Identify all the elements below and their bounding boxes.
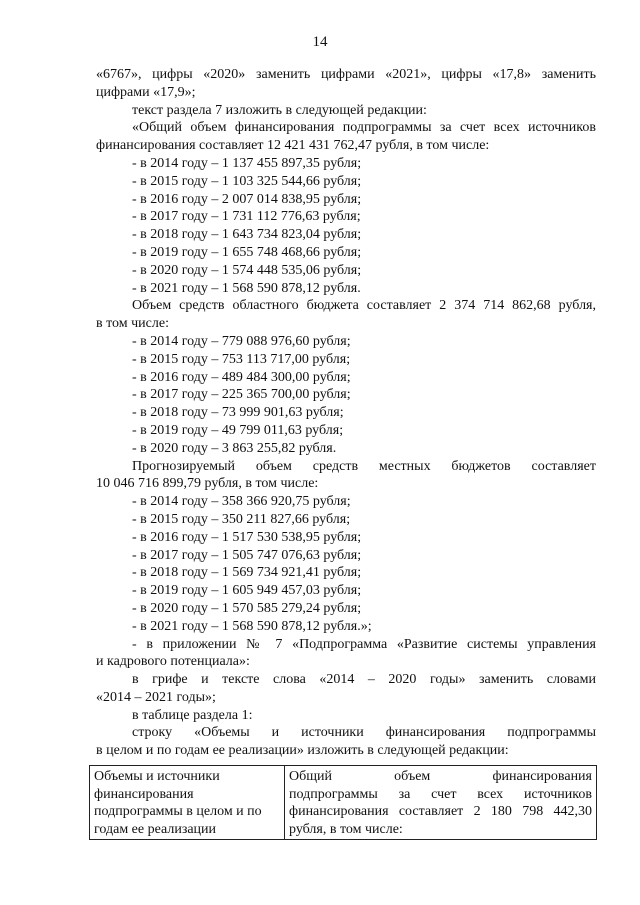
row-instruction-line-1: строку «Объемы и источники финансирования подпрограммы [132, 725, 596, 741]
local-budget-line-2: 10 046 716 899,79 рубля, в том числе: [96, 476, 319, 492]
intro-line-2: цифрами «17,9»; [96, 84, 196, 100]
local-budget-line-1: Прогнозируемый объем средств местных бюджетов составляет [132, 458, 596, 474]
value-line-2: подпрограммы за счет всех источников [289, 786, 592, 802]
regional-budget-line-1: Объем средств областного бюджета составляет 2 374 714 862,68 рубля, [132, 298, 596, 314]
regional-year-2014: - в 2014 году – 779 088 976,60 рубля; [132, 333, 351, 349]
regional-year-2015: - в 2015 году – 753 113 717,00 рубля; [132, 351, 351, 367]
appendix7-line-1: - в приложении № 7 «Подпрограмма «Развитие системы управления [132, 636, 596, 652]
regional-year-2018: - в 2018 году – 73 999 901,63 рубля; [132, 405, 344, 421]
intro-line-1: «6767», цифры «2020» заменить цифрами «2021», цифры «17,8» заменить [96, 67, 596, 82]
regional-budget-line-2: в том числе: [96, 316, 169, 332]
page-number: 14 [312, 34, 328, 50]
value-line-3: финансирования составляет 2 180 798 442,30 [289, 804, 592, 820]
label-line-3: подпрограммы в целом и по [94, 804, 262, 820]
total-year-2020: - в 2020 году – 1 574 448 535,06 рубля; [132, 262, 362, 278]
local-year-2014: - в 2014 году – 358 366 920,75 рубля; [132, 494, 351, 510]
total-year-2017: - в 2017 году – 1 731 112 776,63 рубля; [132, 209, 361, 225]
grif-line-2: «2014 – 2021 годы»; [96, 689, 216, 705]
regional-year-2017: - в 2017 году – 225 365 700,00 рубля; [132, 387, 351, 403]
document-body [96, 66, 596, 760]
row-instruction-line-2: в целом и по годам ее реализации» изложить в следующей редакции: [96, 743, 509, 759]
table-instruction: в таблице раздела 1: [132, 707, 253, 723]
local-year-2020: - в 2020 году – 1 570 585 279,24 рубля; [132, 600, 362, 616]
local-year-2019: - в 2019 году – 1 605 949 457,03 рубля; [132, 583, 362, 599]
table-row [90, 766, 597, 840]
label-line-4: годам ее реализации [94, 821, 217, 837]
total-year-2019: - в 2019 году – 1 655 748 468,66 рубля; [132, 244, 362, 260]
regional-year-2020: - в 2020 году – 3 863 255,82 рубля. [132, 440, 337, 456]
local-year-2017: - в 2017 году – 1 505 747 076,63 рубля; [132, 547, 362, 563]
local-year-2015: - в 2015 году – 350 211 827,66 рубля; [132, 511, 351, 527]
total-financing-line-1: «Общий объем финансирования подпрограммы за счет всех источников [132, 120, 596, 136]
value-line-4: рубля, в том числе: [289, 821, 403, 837]
total-year-2016: - в 2016 году – 2 007 014 838,95 рубля; [132, 191, 362, 207]
label-line-2: финансирования [94, 786, 194, 802]
total-year-2018: - в 2018 году – 1 643 734 823,04 рубля; [132, 227, 362, 243]
local-year-2016: - в 2016 году – 1 517 530 538,95 рубля; [132, 529, 362, 545]
table-cell-value [285, 766, 597, 840]
total-year-2015: - в 2015 году – 1 103 325 544,66 рубля; [132, 173, 362, 189]
financing-passport-table [89, 765, 597, 840]
label-line-1: Объемы и источники [94, 769, 220, 784]
regional-year-2016: - в 2016 году – 489 484 300,00 рубля; [132, 369, 351, 385]
total-year-2014: - в 2014 году – 1 137 455 897,35 рубля; [132, 155, 362, 171]
local-year-2018: - в 2018 году – 1 569 734 921,41 рубля; [132, 565, 362, 581]
table-cell-label [90, 766, 285, 840]
total-financing-line-2: финансирования составляет 12 421 431 762,47 рубля, в том числе: [96, 138, 490, 154]
total-year-2021: - в 2021 году – 1 568 590 878,12 рубля. [132, 280, 361, 296]
local-year-2021: - в 2021 году – 1 568 590 878,12 рубля.»; [132, 618, 372, 634]
regional-year-2019: - в 2019 году – 49 799 011,63 рубля; [132, 422, 344, 438]
value-line-1: Общий объем финансирования [289, 769, 592, 784]
grif-line-1: в грифе и тексте слова «2014 – 2020 годы» заменить словами [132, 672, 596, 688]
appendix7-line-2: и кадрового потенциала»: [96, 654, 250, 670]
section7-instruction: текст раздела 7 изложить в следующей редакции: [132, 102, 427, 118]
